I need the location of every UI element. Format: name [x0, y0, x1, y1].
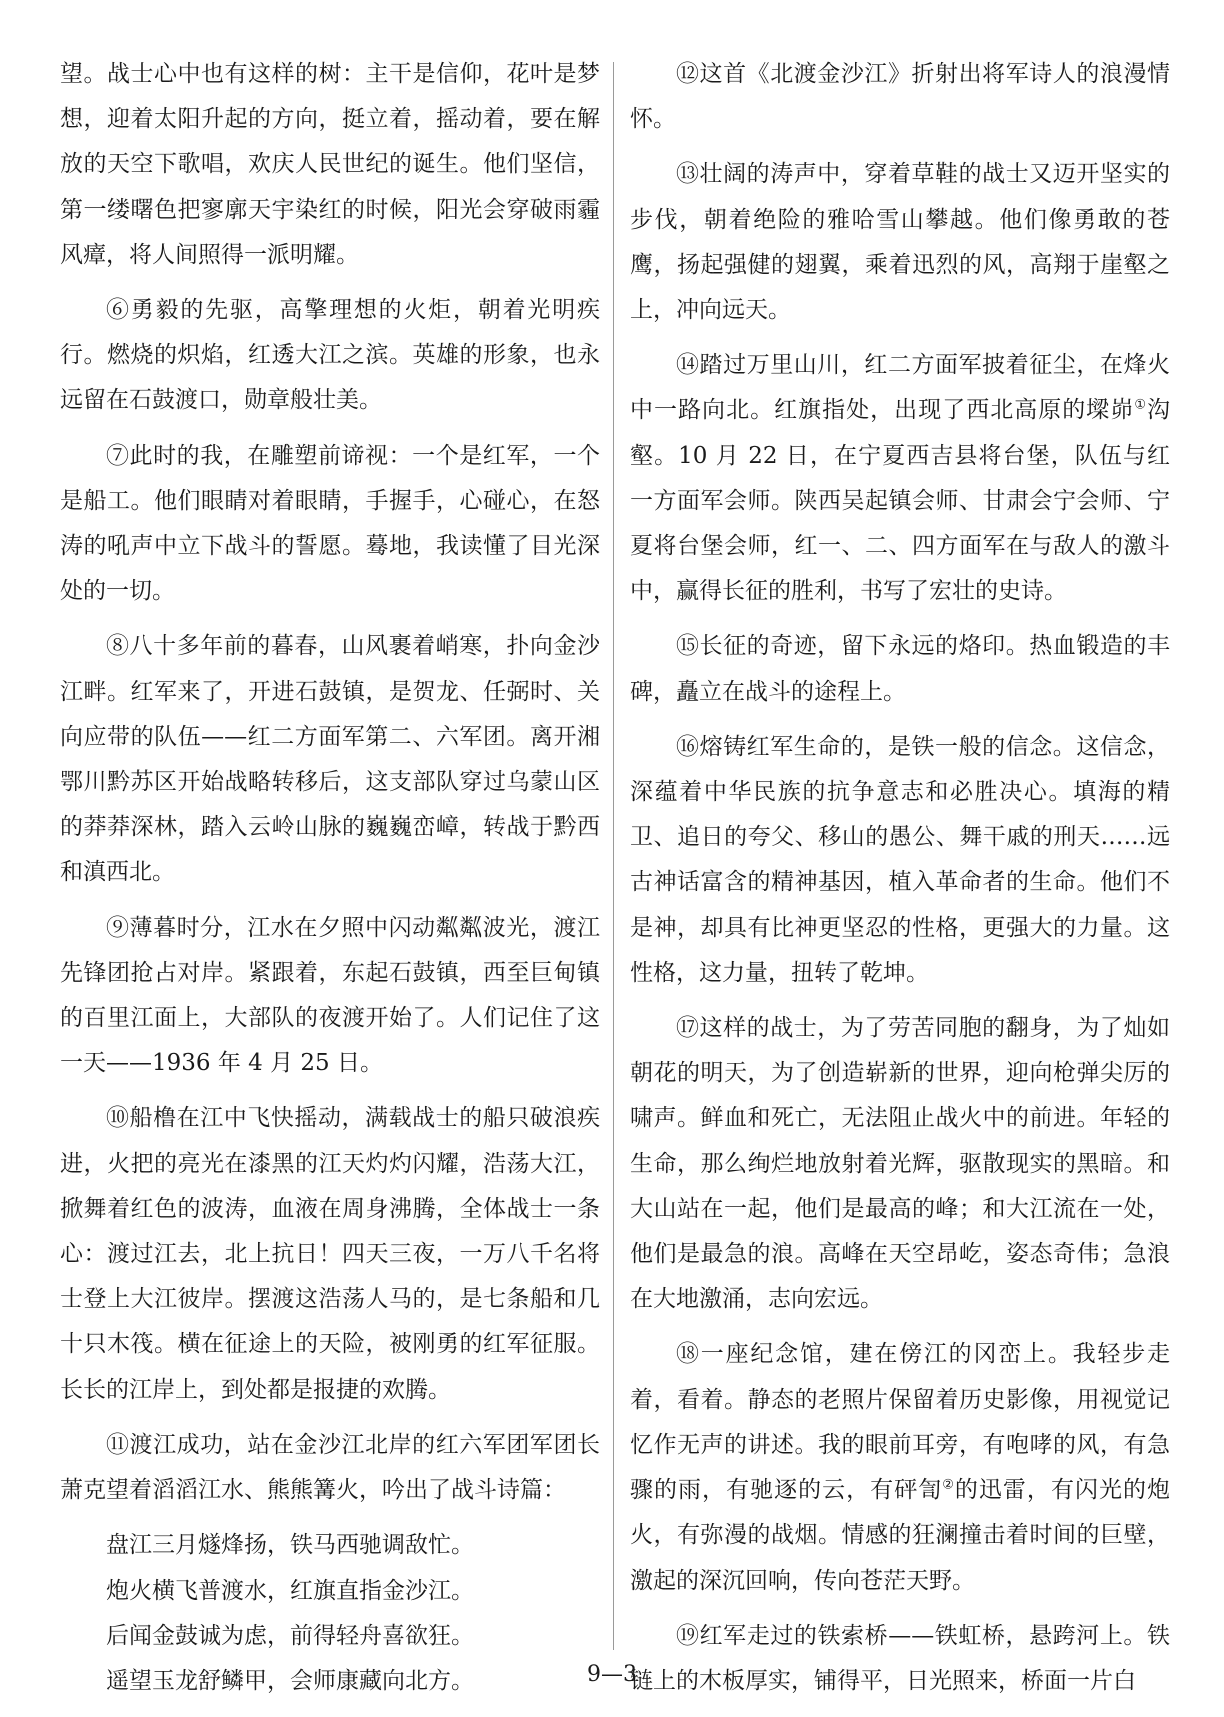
paragraph-17: ⑰这样的战士，为了劳苦同胞的翻身，为了灿如朝花的明天，为了创造崭新的世界，迎向枪弹尖厉的啸声。鲜血和死亡，无法阻止战火中的前进。年轻的生命，那么绚烂地放射着光辉，驱散现实的黑暗。和大山站在一起，他们是最高的峰；和大江流在一处，他们是最急的浪。高峰在天空昂屹，姿态奇伟；急浪在大地激涌，志向宏远。	[630, 1015, 1170, 1313]
paragraph-18-part-a: ⑱一座纪念馆，建在傍江的冈峦上。我轻步走着，看着。静态的老照片保留着历史影像，用视觉记忆作无声的讲述。我的眼前耳旁，有咆哮的风，有急骤的雨，有驰逐的云，有砰訇	[630, 1341, 1170, 1504]
poem-line-4: 遥望玉龙舒鳞甲，会师康藏向北方。	[106, 1667, 474, 1694]
paragraph-10: ⑩船橹在江中飞快摇动，满载战士的船只破浪疾进，火把的亮光在漆黑的江天灼灼闪耀，浩荡大江，掀舞着红色的波涛，血液在周身沸腾，全体战士一条心：渡过江去，北上抗日！四天三夜，一万八千名将士登上大江彼岸。摆渡这浩荡人马的，是七条船和几十只木筏。横在征途上的天险，被刚勇的红军征服。长长的江岸上，到处都是报捷的欢腾。	[60, 1105, 600, 1403]
page-number: 9—3	[587, 1662, 637, 1687]
footnote-marker-2: ②	[942, 1477, 955, 1493]
paragraph-12: ⑫这首《北渡金沙江》折射出将军诗人的浪漫情怀。	[630, 61, 1170, 133]
footnote-marker-1: ①	[1134, 397, 1147, 413]
paragraph-15: ⑮长征的奇迹，留下永远的烙印。热血锻造的丰碑，矗立在战斗的途程上。	[630, 633, 1170, 705]
right-column	[630, 52, 1170, 1714]
paragraph-13: ⑬壮阔的涛声中，穿着草鞋的战士又迈开坚实的步伐，朝着绝险的雅哈雪山攀越。他们像勇敢的苍鹰，扬起强健的翅翼，乘着迅烈的风，高翔于崖壑之上，冲向远天。	[630, 161, 1170, 324]
poem-line-3: 后闻金鼓诚为虑，前得轻舟喜欲狂。	[106, 1622, 474, 1649]
paragraph-18	[630, 1332, 1170, 1603]
paragraph-6: ⑥勇毅的先驱，高擎理想的火炬，朝着光明疾行。燃烧的炽焰，红透大江之滨。英雄的形象，也永远留在石鼓渡口，勋章般壮美。	[60, 297, 600, 414]
poem-line-1: 盘江三月燧烽扬，铁马西驰调敌忙。	[106, 1532, 474, 1559]
paragraph-18-part-b: 的迅雷，有闪光的炮火，有弥漫的战烟。情感的狂澜撞击着时间的巨壁，激起的深沉回响，传向苍茫天野。	[630, 1477, 1170, 1594]
paragraph-8: ⑧八十多年前的暮春，山风裹着峭寒，扑向金沙江畔。红军来了，开进石鼓镇，是贺龙、任弼时、关向应带的队伍——红二方面军第二、六军团。离开湘鄂川黔苏区开始战略转移后，这支部队穿过乌蒙山区的莽莽深林，踏入云岭山脉的巍巍峦嶂，转战于黔西和滇西北。	[60, 633, 600, 886]
left-column	[60, 52, 600, 1704]
paragraph-14-part-a: ⑭踏过万里山川，红二方面军披着征尘，在烽火中一路向北。红旗指处，出现了西北高原的墚峁	[630, 352, 1170, 424]
paragraph-16: ⑯熔铸红军生命的，是铁一般的信念。这信念，深蕴着中华民族的抗争意志和必胜决心。填海的精卫、追日的夸父、移山的愚公、舞干戚的刑天……远古神话富含的精神基因，植入革命者的生命。他们不是神，却具有比神更坚忍的性格，更强大的力量。这性格，这力量，扭转了乾坤。	[630, 733, 1170, 986]
paragraph-11: ⑪渡江成功，站在金沙江北岸的红六军团军团长萧克望着滔滔江水、熊熊篝火，吟出了战斗诗篇：	[60, 1431, 600, 1504]
poem-line-2: 炮火横飞普渡水，红旗直指金沙江。	[106, 1577, 474, 1604]
column-divider	[613, 62, 614, 1650]
paragraph-continued: 望。战士心中也有这样的树：主干是信仰，花叶是梦想，迎着太阳升起的方向，挺立着，摇动着，要在解放的天空下歌唱，欢庆人民世纪的诞生。他们坚信，第一缕曙色把寥廓天宇染红的时候，阳光会穿破雨霾风瘴，将人间照得一派明耀。	[60, 61, 600, 268]
paragraph-9: ⑨薄暮时分，江水在夕照中闪动粼粼波光，渡江先锋团抢占对岸。紧跟着，东起石鼓镇，西至巨甸镇的百里江面上，大部队的夜渡开始了。人们记住了这一天——1936 年 4 月 25 日。	[60, 914, 600, 1077]
paragraph-14	[630, 343, 1170, 614]
paragraph-7: ⑦此时的我，在雕塑前谛视：一个是红军，一个是船工。他们眼睛对着眼睛，手握手，心碰心，在怒涛的吼声中立下战斗的誓愿。蓦地，我读懂了目光深处的一切。	[60, 442, 600, 605]
paragraph-14-part-b: 沟壑。10 月 22 日，在宁夏西吉县将台堡，队伍与红一方面军会师。陕西吴起镇会师、甘肃会宁会师、宁夏将台堡会师，红一、二、四方面军在与敌人的激斗中，赢得长征的胜利，书写了宏壮的史诗。	[630, 397, 1170, 605]
paragraph-19: ⑲红军走过的铁索桥——铁虹桥，悬跨河上。铁链上的木板厚实，铺得平，日光照来，桥面一片白	[630, 1622, 1170, 1694]
